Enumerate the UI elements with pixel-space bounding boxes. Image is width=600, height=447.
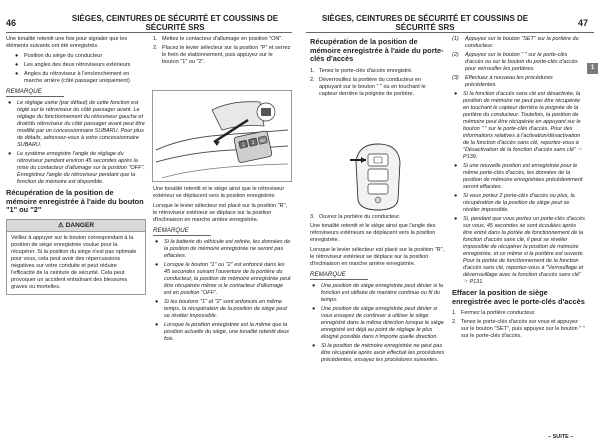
set-button-label: SET [259, 138, 267, 144]
substep: (1) Appuyez sur le bouton "SET" sur la portière du conducteur. [452, 36, 579, 49]
list-item: ● Une position de siège enregistrée peut dévier si la fonction est utilisée de manière continue ou fil du temps. [312, 283, 443, 303]
remarque-list [6, 100, 146, 186]
step: 1. Mettez le contacteur d'allumage en position "ON". [153, 36, 283, 42]
list-item: ● Si une nouvelle position est enregistrée pour le même porte-clés d'accès, les données de la position de mémoire enregistrées précédemment seront effacées. [454, 163, 583, 190]
danger-header: ⚠ DANGER [7, 220, 145, 232]
danger-text: Veillez à appuyer sur le bouton correspondant à la position de siège enregistrée voulue pour la récupérer. Si la position du siège n'est pas optimale pour vous, cela peut avoir des répercussions négatives sur votre conduite et peut réduire l'efficacité de la ceinture de sécurité. Cela peut provoquer un accident entraînant des blessures graves ou mortelles. [11, 234, 137, 290]
right-column-2 [452, 36, 586, 342]
left-column-2-cont [153, 186, 291, 346]
remarque-rule [310, 279, 368, 280]
list-item: ● Lorsque le bouton "1" ou "2" est enfoncé dans les 45 secondes suivant l'ouverture de la portière du conducteur, la position de mémoire enregistrée peut être récupérée même si le contacteur d'allumage est en position "OFF". [155, 262, 291, 296]
fob-trunk-button [368, 184, 388, 194]
left-column-2 [153, 36, 291, 68]
right-column-1-cont [310, 214, 445, 367]
list-item: ● Si vous portez 2 porte-clés d'accès ou plus, la récupération de la position de siège peut se révéler impossible. [454, 193, 575, 213]
page-header-left: SIÈGES, CEINTURES DE SÉCURITÉ ET COUSSINS DE SÉCURITÉ SRS [71, 14, 279, 32]
memory-button-1-label: 1 [241, 142, 246, 149]
notes-list [452, 91, 586, 286]
warning-icon: ⚠ [57, 221, 66, 229]
right-column-1 [310, 36, 445, 100]
registered-items-list [6, 53, 146, 85]
section-title-erase: Effacer la position de siège enregistrée avec le porte-clés d'accès [452, 288, 585, 306]
step: 2. Placez le levier sélecteur sur la position "P" et serrez le frein de stationnement, puis appuyez sur le bouton "1" ou "2". [153, 45, 291, 65]
list-item: ● Les angles des deux rétroviseurs extérieurs [15, 62, 131, 68]
step: 2. Tenez le porte-clés d'accès sur vous et appuyez sur le bouton "SET", puis appuyez sur le bouton " " sur le porte-clés d'accès. [452, 319, 585, 340]
list-item: ● Une position de siège enregistrée peut dévier si vous essayez de continuer à utiliser le siège enregistré dans la même direction lorsque le siège enregistré est déjà au point de réglage le plus éloigné possible dans n'importe quelle direction. [312, 306, 444, 340]
remarque-rule [6, 96, 64, 97]
step: 2. Déverrouillez la portière du conducteur en appuyant sur le bouton " " ou en touchant le capteur derrière la poignée de portière. [310, 76, 426, 97]
continued-marker: – SUITE – [548, 434, 574, 440]
danger-box [6, 219, 146, 295]
list-item: ● Le système enregistre l'angle de réglage du rétroviseur pendant environ 45 secondes après la mise du contacteur d'allumage sur la position "OFF". Enregistrez l'angle du rétroviseur pendant que la fonction de mémoire est disponible. [8, 151, 145, 185]
list-item: ● Position du siège du conducteur [15, 53, 103, 59]
step: 1. Tenez le porte-clés d'accès enregistré. [310, 67, 413, 74]
remarque-label: REMARQUE [153, 227, 189, 234]
fob-panic-button [375, 197, 381, 203]
page-number-left: 46 [6, 18, 17, 28]
list-item: ● Si la batterie du véhicule est retirée, les données de la position de mémoire enregistrée ne seront pas effacées. [155, 239, 291, 259]
substep: (2) Appuyez sur le bouton " " sur le porte-clés d'accès ou sur le bouton du porte-clés d'accès pour verrouiller les portières. [452, 52, 578, 72]
step: 1. Fermez la portière conducteur. [452, 310, 536, 317]
section-title-fob-recall: Récupération de la position de mémoire enregistrée à l'aide du porte-clés d'accès [310, 37, 444, 64]
page-number-right: 47 [578, 18, 589, 28]
memory-button-2-label: 2 [251, 139, 256, 147]
remarque-label: REMARQUE [310, 271, 346, 278]
intro-text: Une tonalité retentit une fois pour signaler que les éléments suivants ont été enregistrés. [6, 36, 128, 49]
remarque-list [153, 239, 291, 343]
header-rule-left [6, 32, 292, 33]
reverse-text: Lorsque le levier sélecteur est placé sur la position "R", le rétroviseur extérieur se déplace sur la position d'inclinaison en marche arrière enregistrée. [310, 247, 445, 267]
list-item: ● Si, pendant que vous portez un porte-clés d'accès sur vous, 45 secondes se sont écoulées après être entré dans la portée de fonctionnement de la fonction d'accès sans clé, il peut se révéler impossible de récupérer la position de mémoire enregistrée, et ce même si la portière est ouverte. Pour la portée de fonctionnement de la fonction d'accès sans clé, reportez-vous à "Verrouillage et déverrouillage avec la fonction d'accès sans clé" ☞ P131. [454, 216, 585, 285]
remarque-rule [153, 235, 211, 236]
key-fob-figure [340, 142, 416, 212]
section-title-button-recall: Récupération de la position de mémoire enregistrée à l'aide du bouton "1" ou "2" [6, 188, 144, 215]
step: 3. Ouvrez la portière du conducteur. [310, 214, 401, 220]
door-memory-buttons-figure [152, 90, 292, 182]
list-item: ● Si les boutons "1" et "2" sont enfoncés en même temps, la récupération de la position de siège peut se révéler impossible. [155, 299, 287, 319]
substeps [452, 36, 586, 89]
fob-unlock-button [368, 154, 388, 166]
substep: (3) Effectuez à nouveau les procédures précédentes. [452, 75, 553, 88]
page-header-right: SIÈGES, CEINTURES DE SÉCURITÉ ET COUSSINS DE SÉCURITÉ SRS [321, 14, 529, 32]
remarque-list [310, 283, 445, 364]
result-text: Une tonalité retentit et le siège ainsi que l'angle des rétroviseurs extérieurs se déplacent vers la position enregistrée. [310, 223, 436, 243]
chapter-tab: 1 [587, 63, 598, 74]
list-item: ● Angles du rétroviseur à l'enclenchement en marche arrière (côté passager uniquement) [15, 71, 130, 84]
fob-lock-button [368, 169, 388, 181]
list-item: ● Si la fonction d'accès sans clé est désactivée, la position de mémoire ne peut pas être récupérée en touchant le capteur derrière la poignée de la portière du conducteur. Toutefois, la position de mémoire peut être récupérée en appuyant sur le bouton " " sur le porte-clés d'accès. Pour des informations relatives à l'activation/désactivation de la fonction d'accès sans clé, reportez-vous à "Désactivation de la fonction d'accès sans clé" ☞ P139. [454, 91, 583, 160]
result-text: Une tonalité retentit et le siège ainsi que le rétroviseur extérieur se déplacent vers la position enregistrée. [153, 186, 285, 199]
list-item: ● Si la position de mémoire enregistrée ne peut pas être récupérée après avoir effectué les procédures précédentes, essayez les procédures suivantes. [312, 343, 445, 363]
remarque-label: REMARQUE [6, 88, 42, 95]
header-rule-right [306, 32, 594, 33]
reverse-text: Lorsque le levier sélecteur est placé sur la position "R", le rétroviseur extérieur se déplace sur la position d'inclinaison en marche arrière enregistrée. [153, 203, 288, 223]
left-column-1 [6, 36, 146, 298]
list-item: ● Le réglage usine (par défaut) de cette fonction est réglé sur le rétroviseur du côté passager avant. Le réglage du fonctionnement du rétroviseur gauche et droit/du rétroviseur du côté passager avant peut être modifié par un concessionnaire SUBARU. Pour plus de détails, adressez-vous à votre concessionnaire SUBARU. [8, 100, 145, 148]
list-item: ● Lorsque la position enregistrée est la même que la position actuelle du siège, une tonalité retentit deux fois. [155, 322, 290, 342]
